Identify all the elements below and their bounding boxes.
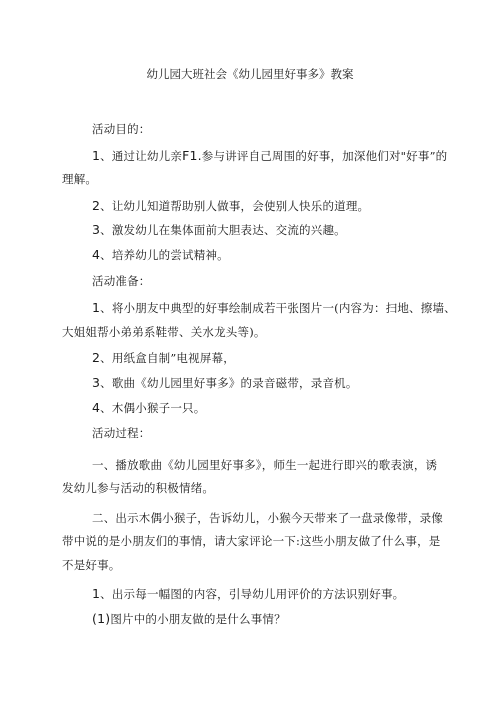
goal-heading: 活动目的： (92, 122, 151, 136)
goal-1-text-b: 参与讲评自己周围的好事，加深他们对"好事”的 (201, 149, 448, 163)
goal-4-number: 4 (92, 247, 101, 262)
goal-2-number: 2 (92, 198, 101, 213)
goal-2-text: 、让幼儿知道帮助别人做事，会使别人快乐的道理。 (100, 199, 370, 213)
prep-3-text: 、歌曲《幼儿园里好事多》的录音磁带，录音机。 (100, 376, 358, 390)
prep-3 (92, 375, 358, 391)
prep-4 (92, 400, 205, 416)
prep-4-text: 、木偶小猴子一只。 (100, 401, 206, 415)
sub-step-1-number: 1 (92, 586, 101, 601)
step-2-line-3: 不是好事。 (62, 558, 121, 572)
goal-3 (92, 222, 346, 238)
prep-1-text: 、将小朋友中典型的好事绘制成若干张图片一(内容为：扫地、擦墙、 (100, 301, 456, 315)
prep-2-text: 、用纸盒自制”电视屏幕， (100, 351, 235, 365)
step-1-line-2: 发幼儿参与活动的积极情绪。 (62, 481, 215, 495)
goal-1-text-a: 、通过让幼儿亲 (100, 149, 183, 163)
goal-3-number: 3 (92, 222, 101, 237)
prep-heading: 活动准备： (92, 274, 151, 288)
prep-2 (92, 350, 235, 366)
goal-3-text: 、激发幼儿在集体面前大胆表达、交流的兴趣。 (100, 223, 346, 237)
sub-step-1a-text: 图片中的小朋友做的是什么事情？ (110, 612, 286, 626)
sub-step-1a (92, 611, 286, 627)
goal-1-line-2: 理解。 (62, 172, 98, 186)
prep-4-number: 4 (92, 400, 101, 415)
prep-1-number: 1 (92, 300, 101, 315)
prep-2-number: 2 (92, 350, 101, 365)
goal-4 (92, 247, 229, 263)
goal-2 (92, 198, 369, 214)
process-heading: 活动过程： (92, 426, 151, 440)
step-2-line-2: 带中说的是小朋友们的事情，请大家评论一下:这些小朋友做了什么事，是 (62, 534, 441, 548)
sub-step-1 (92, 586, 404, 602)
sub-step-1a-number: (1) (92, 611, 111, 626)
prep-1-line-1 (92, 300, 456, 316)
goal-1-line-1 (92, 148, 447, 164)
goal-1-bold: F1. (182, 148, 202, 163)
prep-3-number: 3 (92, 375, 101, 390)
step-2-line-1: 二、出示木偶小猴子，告诉幼儿，小猴今天带来了一盘录像带，录像 (92, 511, 443, 525)
step-1-line-1: 一、播放歌曲《幼儿园里好事多》，师生一起进行即兴的歌表演，诱 (92, 458, 438, 472)
prep-1-line-2: 大姐姐帮小弟弟系鞋带、关水龙头等)。 (62, 325, 266, 339)
document-title: 幼儿园大班社会《幼儿园里好事多》教案 (146, 67, 354, 81)
goal-1-number: 1 (92, 148, 101, 163)
goal-4-text: 、培养幼儿的尝试精神。 (100, 248, 229, 262)
sub-step-1-text: 、出示每一幅图的内容，引导幼儿用评价的方法识别好事。 (100, 587, 405, 601)
